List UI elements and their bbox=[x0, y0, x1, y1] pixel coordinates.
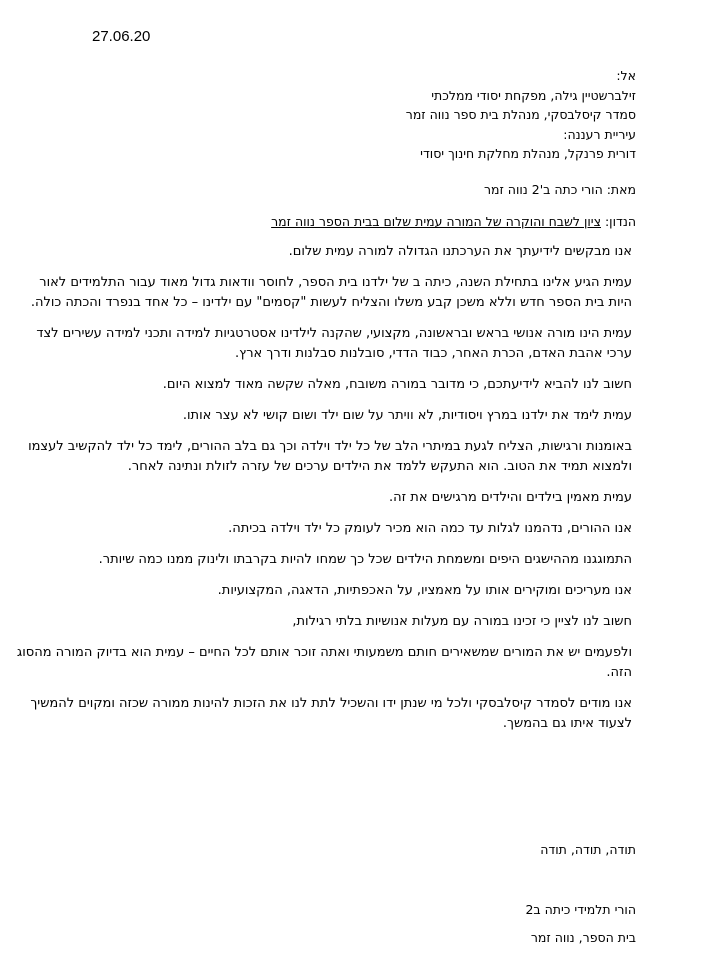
subject-text: ציון לשבח והוקרה של המורה עמית שלום בבית הספר נווה זמר bbox=[271, 214, 601, 229]
body-paragraph: ולפעמים יש את המורים שמשאירים חותם משמעותי ואתה זוכר אותם לכל החיים – עמית הוא בדיוק המורה מהסוג הזה. bbox=[16, 645, 632, 680]
from-line: מאת: הורי כתה ב'2 נווה זמר bbox=[483, 182, 636, 197]
subject-label: הנדון: bbox=[601, 214, 636, 229]
body-paragraph: אנו ההורים, נדהמנו לגלות עד כמה הוא מכיר לעומק כל ילד וילדה בכיתה. bbox=[228, 521, 632, 536]
body-paragraph: עמית הגיע אלינו בתחילת השנה, כיתה ב של ילדנו בית הספר, לחוסר וודאות גדול מאוד עבור התלמידים לאור היות בית הספר חדש וללא משכן קבע משלו והצליח לעשות "קסמים" עם ילדינו – כל אחד בנפרד והכתה כולה. bbox=[30, 275, 632, 310]
body-paragraph: התמוגגנו מההישגים היפים ומשמחת הילדים שכל כך שמחו להיות בקרבתו ולינוק ממנו כמה שיותר. bbox=[98, 552, 632, 567]
signature-line: בית הספר, נווה זמר bbox=[530, 930, 636, 945]
recipients-block bbox=[116, 66, 636, 164]
letter-date: 27.06.20 bbox=[92, 28, 151, 45]
body-paragraph: אנו מודים לסמדר קיסלבסקי ולכל מי שנתן ידו והשכיל לתת לנו את הזכות להינות ממורה שכזה ומקוים להמשיך לצעוד איתו גם בהמשך. bbox=[30, 696, 632, 731]
body-paragraph: עמית הינו מורה אנושי בראש ובראשונה, מקצועי, שהקנה לילדינו אסטרטגיות למידה ותכני למידה עשירים לצד ערכי אהבת האדם, הכרת האחר, כבוד הדדי, סובלנות סבלנות ודרך ארץ. bbox=[36, 326, 632, 361]
body-paragraph: עמית לימד את ילדנו במרץ ויסודיות, לא וויתר על שום ילד ושום קושי לא עצר אותו. bbox=[182, 408, 632, 423]
letter-body bbox=[12, 242, 632, 745]
signature-line: הורי תלמידי כיתה ב2 bbox=[525, 902, 636, 917]
body-paragraph: חשוב לנו לציין כי זכינו במורה עם מעלות אנושיות בלתי רגילות, bbox=[292, 614, 632, 629]
recipient-line: זילברשטיין גילה, מפקחת יסודי ממלכתי bbox=[431, 87, 636, 103]
body-paragraph: עמית מאמין בילדים והילדים מרגישים את זה. bbox=[389, 490, 632, 505]
body-paragraph: אנו מעריכים ומוקירים אותו על מאמציו, על האכפתיות, הדאגה, המקצועיות. bbox=[217, 583, 632, 598]
thanks-line: תודה, תודה, תודה bbox=[540, 842, 636, 857]
recipient-line: דורית פרנקל, מנהלת מחלקת חינוך יסודי bbox=[420, 146, 636, 161]
body-paragraph: באומנות ורגישות, הצליח לגעת במיתרי הלב של כל ילד וילדה וכך גם בלב ההורים, לימד כל ילד להקשיב לעצמו ולמצוא תמיד את הטוב. הוא התעקש ללמד את הילדים ערכים של עזרה לזולת ונתינה לאחר. bbox=[28, 439, 632, 474]
subject-line bbox=[116, 212, 636, 231]
recipient-line: עיריית רעננה: bbox=[563, 126, 636, 142]
to-label: אל: bbox=[616, 68, 636, 83]
body-paragraph: חשוב לנו להביא לידיעתכם, כי מדובר במורה משובח, מאלה שקשה מאוד למצוא היום. bbox=[162, 377, 632, 392]
recipient-line: סמדר קיסלבסקי, מנהלת בית ספר נווה זמר bbox=[405, 107, 636, 122]
body-paragraph: אנו מבקשים לידיעתך את הערכתנו הגדולה למורה עמית שלום. bbox=[288, 244, 632, 259]
